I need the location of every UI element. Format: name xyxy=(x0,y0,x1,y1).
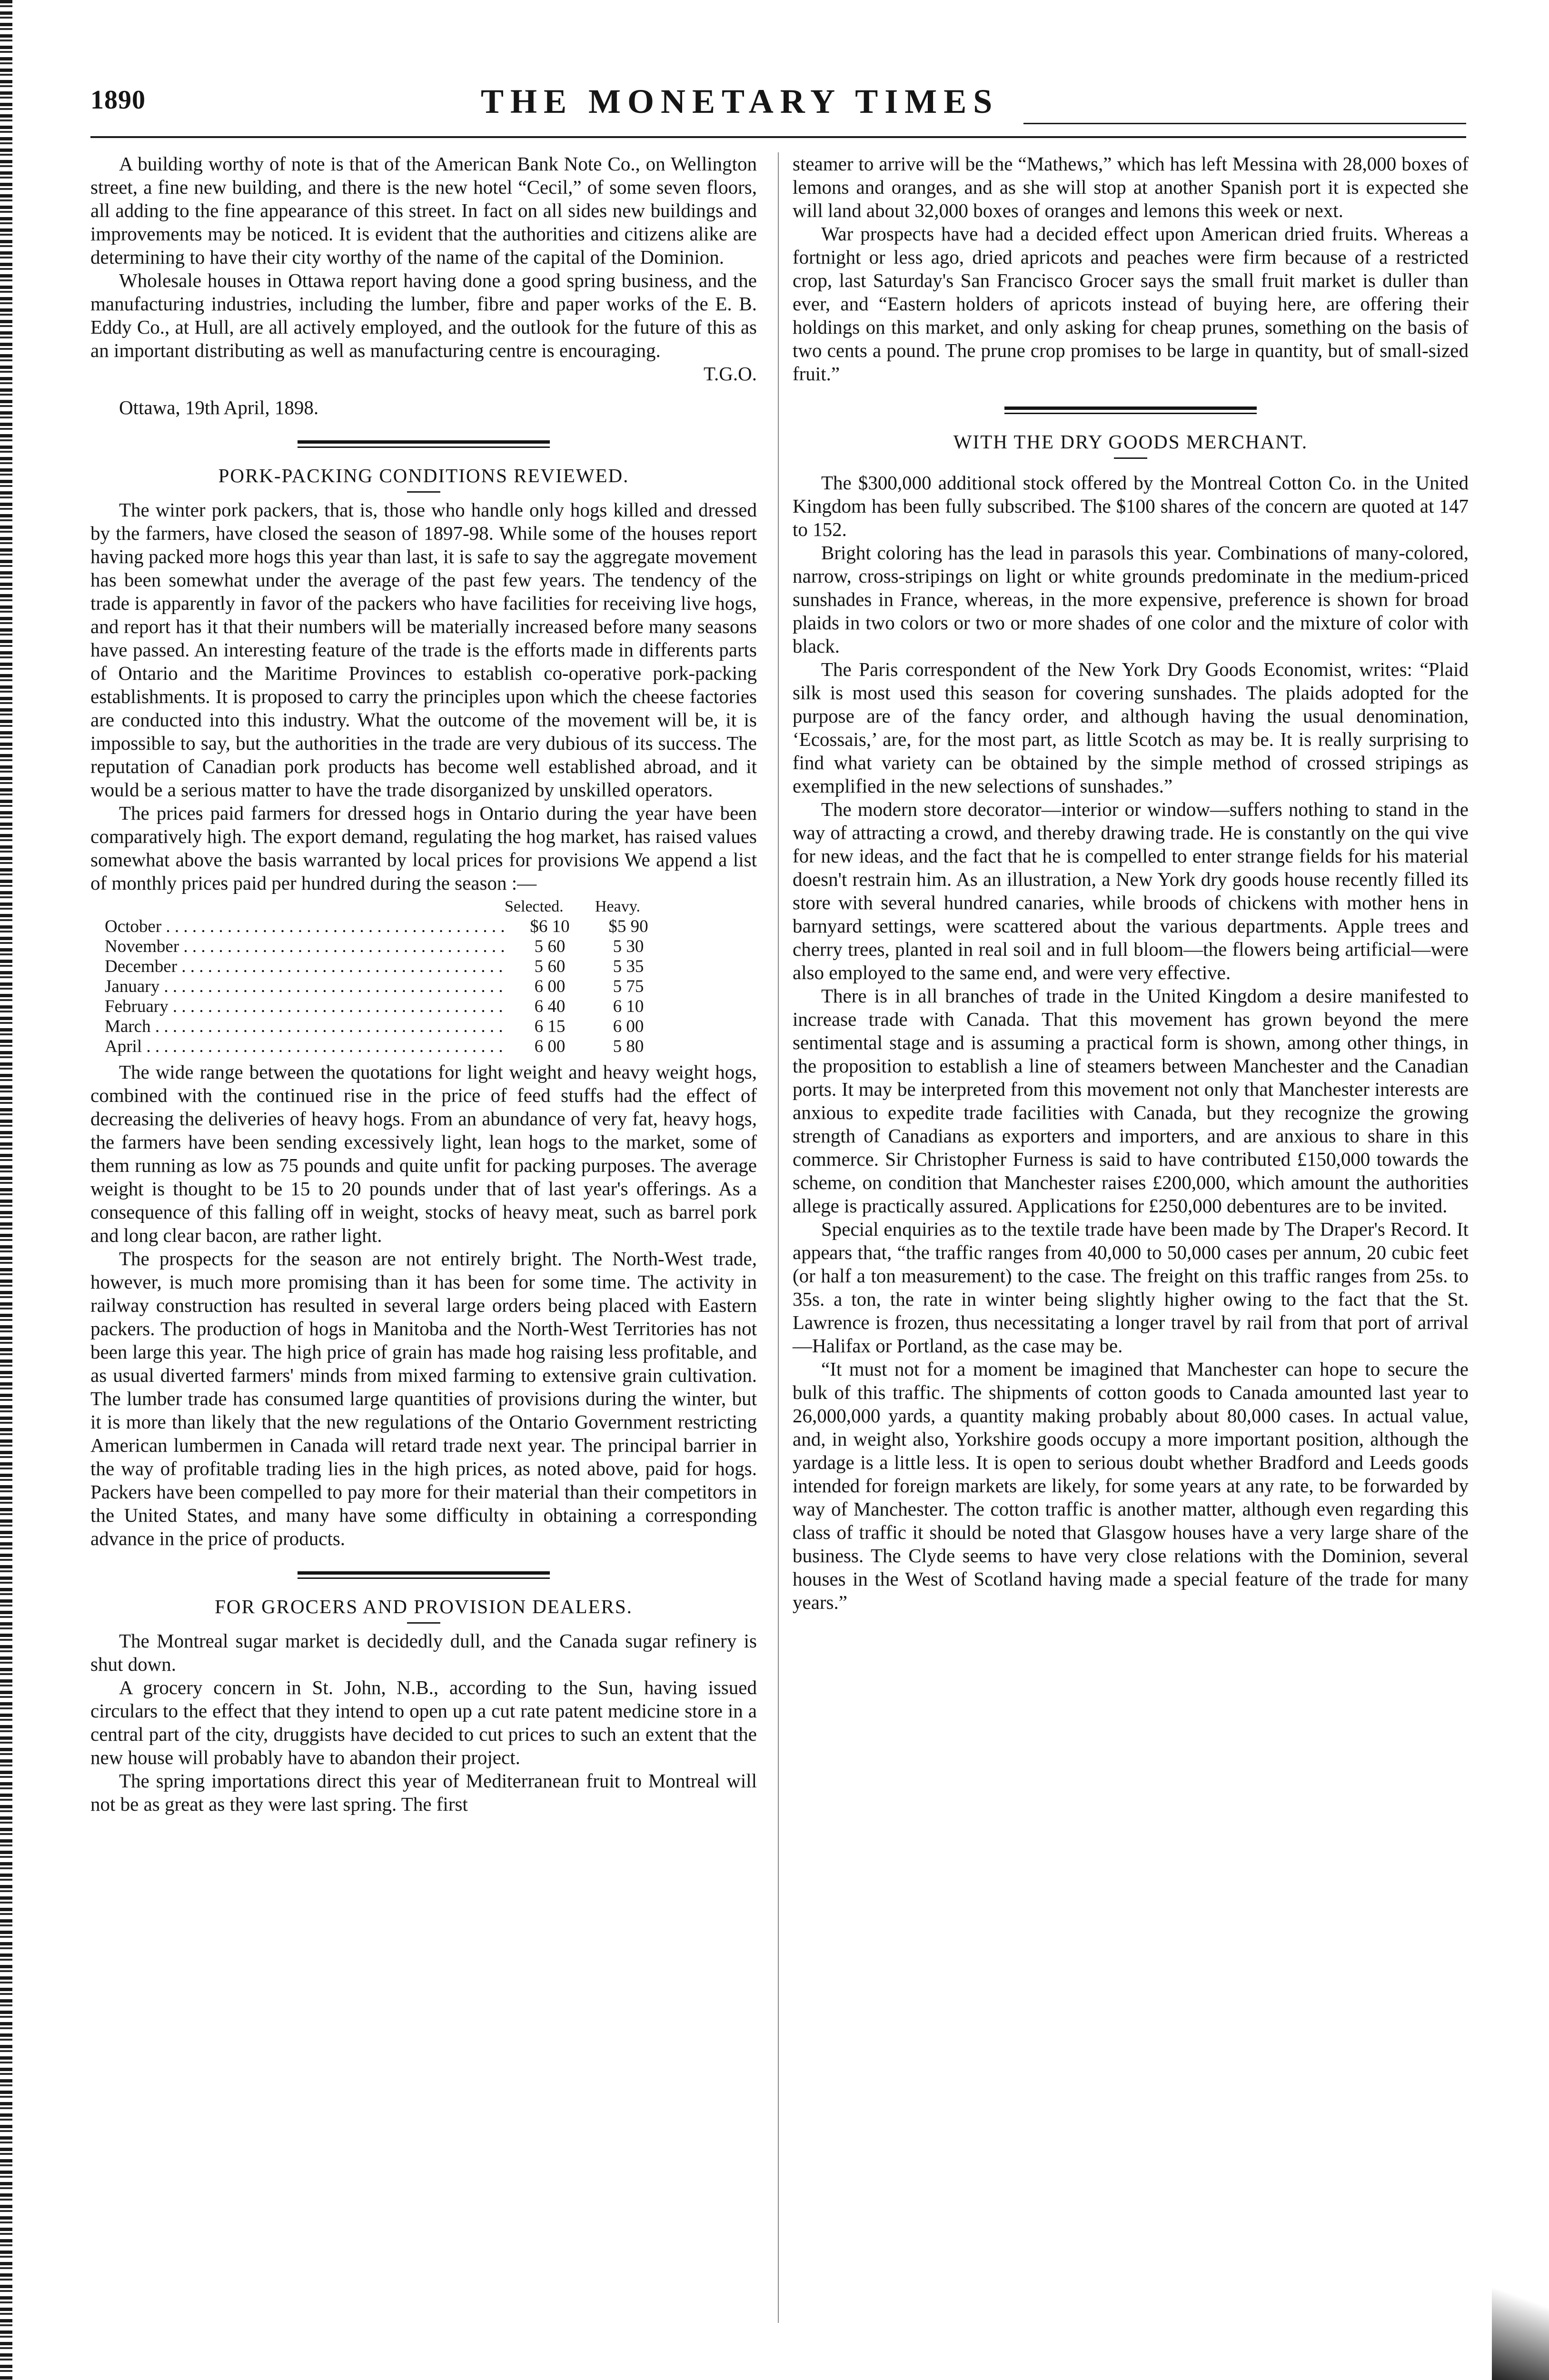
table-row xyxy=(90,1037,757,1057)
paragraph: “It must not for a moment be imagined that Manchester can hope to secure the bulk of this traffic. The shipments of cotton goods to Canada amounted last year to 26,000,000 yards, a quantity making probably about 80,000 cases. In actual value, and, in weight also, Yorkshire goods occupy a more important position, although the yardage is a little less. It is open to serious doubt whether Bradford and Leeds goods intended for foreign markets are likely, for some years at any rate, to be forwarded by way of Manchester. The cotton traffic is another matter, although even regarding this class of traffic it should be noted that Glasgow houses have a very large share of the business. The Clyde seems to have very close relations with the Dominion, several houses in the West of Scotland having made a special feature of the trade for many years.” xyxy=(793,1358,1469,1613)
section-heading-dry-goods: WITH THE DRY GOODS MERCHANT. xyxy=(953,431,1308,453)
hog-price-table xyxy=(90,897,757,1057)
header-rule-upper xyxy=(1023,123,1466,124)
paragraph: steamer to arrive will be the “Mathews,” which has left Messina with 28,000 boxes of lemons and oranges, and as she will stop at another Spanish port it is expected she will land about 32,000 boxes of oranges and lemons this week or next. xyxy=(793,153,1469,221)
heading-rule xyxy=(407,491,440,493)
heavy-price-cell: 5 35 xyxy=(613,957,644,976)
paragraph: The prospects for the season are not entirely bright. The North-West trade, however, is much more promising than it has been for some time. The activity in railway construction has resulted in several large orders being placed with Eastern packers. The production of hogs in Manitoba and the North-West Territories has not been large this year. The high price of grain has made hog raising less profitable, and as usual diverted farmers' minds from mixed farming to extensive grain cultivation. The lumber trade has consumed large quantities of provisions during the winter, but it is more than likely that the new regulations of the Ontario Government restricting American lumbermen in Canada will retard trade next year. The principal barrier in the way of profitable trading lies in the high prices, as noted above, paid for hogs. Packers have been compelled to pay more for their material than their competitors in the United States, and many have some difficulty in obtaining a corresponding advance in the price of products. xyxy=(90,1248,757,1549)
table-row xyxy=(90,1017,757,1037)
section-heading-pork: PORK-PACKING CONDITIONS REVIEWED. xyxy=(218,465,629,486)
column-divider xyxy=(778,152,779,2323)
heavy-price-cell: 6 10 xyxy=(613,997,644,1016)
selected-price-cell: 6 15 xyxy=(534,1017,566,1036)
column-header-heavy: Heavy. xyxy=(595,898,641,915)
paragraph: Wholesale houses in Ottawa report having done a good spring business, and the manufacturing industries, including the lumber, fibre and paper works of the E. B. Eddy Co., at Hull, are all actively employed, and the outlook for the future of this as an important distributing as well as manufacturing centre is encouraging. xyxy=(90,269,757,361)
heavy-price-cell: $5 90 xyxy=(608,917,648,936)
paragraph: Bright coloring has the lead in parasols this year. Combinations of many-colored, narrow, cross-stripings on light or white grounds predominate in the medium-priced sunshades in France, whereas, in the more expensive, preference is shown for broad plaids in two colors or two or more shades of one color and the mixture of color with black. xyxy=(793,542,1469,657)
heavy-price-cell: 6 00 xyxy=(613,1017,644,1036)
page-fold-shadow xyxy=(1492,2227,1549,2380)
month-cell: December . . . xyxy=(90,957,505,977)
paragraph: The Paris correspondent of the New York Dry Goods Economist, writes: “Plaid silk is most used this season for covering sunshades. The plaids adopted for the purpose are of the fancy order, and although having the usual denomination, ‘Ecossais,’ are, for the most part, as little Scotch as may be. It is really surprising to find what variety can be obtained by the simple method of crossed stripings as exemplified in the new selections of sunshades.” xyxy=(793,658,1469,797)
selected-price-cell: 5 60 xyxy=(534,957,566,976)
table-row xyxy=(90,917,757,937)
masthead-title: THE MONETARY TIMES xyxy=(481,82,999,120)
month-cell: October . . . xyxy=(90,917,505,937)
section-rule xyxy=(1004,407,1257,414)
page-header xyxy=(90,82,1057,128)
table-row xyxy=(90,937,757,957)
paragraph: The modern store decorator—interior or window—suffers nothing to stand in the way of attracting a crowd, and thereby drawing trade. He is constantly on the qui vive for new ideas, and the fact that he is compelled to enter strange fields for his material doesn't restrain him. As an illustration, a New York dry goods house recently filled its store with several hundred canaries, while broods of chickens with mother hens in barnyard settings, were scattered about the various departments. Apple trees and cherry trees, planted in real soil and in full bloom—the flowers being artificial—were also employed to the same end, and were very effective. xyxy=(793,798,1469,983)
section-rule xyxy=(298,1571,550,1579)
heading-rule xyxy=(407,1622,440,1624)
selected-price-cell: 6 00 xyxy=(534,977,566,996)
heavy-price-cell: 5 80 xyxy=(613,1037,644,1056)
heavy-price-cell: 5 30 xyxy=(613,937,644,956)
right-column xyxy=(793,152,1469,1614)
month-cell: March . . . xyxy=(90,1017,505,1037)
month-cell: April . . . xyxy=(90,1037,505,1057)
selected-price-cell: 6 40 xyxy=(534,997,566,1016)
paragraph: There is in all branches of trade in the United Kingdom a desire manifested to increase trade with Canada. That this movement has grown beyond the mere sentimental stage and is assuming a practical form is shown, among other things, in the proposition to establish a line of steamers between Manchester and the Canadian ports. It may be interpreted from this movement not only that Manchester interests are anxious to expedite trade facilities with Canada, but they recognize the growing strength of Canadians as exporters and importers, and are anxious to share in this commerce. Sir Christopher Furness is said to have contributed £150,000 towards the scheme, on condition that Manchester raises £200,000, which amount the authorities allege is practically assured. Applications for £250,000 debentures are to be invited. xyxy=(793,985,1469,1217)
paragraph: The winter pork packers, that is, those who handle only hogs killed and dressed by the farmers, have closed the season of 1897-98. While some of the houses report having packed more hogs this year than last, it is safe to say the aggregate movement has been somewhat under the average of the past few years. The tendency of the trade is apparently in favor of the packers who have facilities for receiving live hogs, and report has it that their numbers will be materially increased before many seasons have passed. An interesting feature of the trade is the efforts made in differents parts of Ontario and the Maritime Provinces to establish co-operative pork-packing establishments. It is proposed to carry the principles upon which the cheese factories are conducted into this industry. What the outcome of the movement will be, it is impossible to say, but the authorities in the trade are very dubious of its success. The reputation of Canadian pork products has become well established abroad, and it would be a serious matter to have the trade disorganized by unskilled operators. xyxy=(90,499,757,801)
paragraph: The prices paid farmers for dressed hogs in Ontario during the year have been comparatively high. The export demand, regulating the hog market, has raised values somewhat above the basis warranted by local prices for provisions We append a list of monthly prices paid per hundred during the season :— xyxy=(90,802,757,894)
paragraph: The Montreal sugar market is decidedly dull, and the Canada sugar refinery is shut down. xyxy=(90,1630,757,1675)
signature: T.G.O. xyxy=(704,363,757,385)
month-cell: November . . . xyxy=(90,937,505,957)
selected-price-cell: 6 00 xyxy=(534,1037,566,1056)
left-column xyxy=(90,152,757,1816)
paragraph: Special enquiries as to the textile trade have been made by The Draper's Record. It appears that, “the traffic ranges from 40,000 to 50,000 cases per annum, 20 cubic feet (or half a ton measurement) to the case. The freight on this traffic ranges from 25s. to 35s. a ton, the rate in winter being slightly higher owing to the fact that the St. Lawrence is frozen, thus necessitating a longer travel by rail from that port of arrival—Halifax or Portland, as the case may be. xyxy=(793,1218,1469,1357)
paragraph: A grocery concern in St. John, N.B., according to the Sun, having issued circulars to the effect that they intend to open up a cut rate patent medicine store in a central part of the city, druggists have decided to cut prices to such an extent that the new house will probably have to abandon their project. xyxy=(90,1676,757,1768)
heavy-price-cell: 5 75 xyxy=(613,977,644,996)
table-header xyxy=(90,897,757,917)
dateline: Ottawa, 19th April, 1898. xyxy=(119,397,319,418)
month-cell: January . . . xyxy=(90,977,505,997)
header-rule xyxy=(90,136,1466,138)
selected-price-cell: 5 60 xyxy=(534,937,566,956)
selected-price-cell: $6 10 xyxy=(530,917,570,936)
month-cell: February . . . xyxy=(90,997,505,1017)
paragraph: The $300,000 additional stock offered by the Montreal Cotton Co. in the United Kingdom has been fully subscribed. The $100 shares of the concern are quoted at 147 to 152. xyxy=(793,472,1469,540)
column-header-selected: Selected. xyxy=(505,898,564,915)
paragraph: The spring importations direct this year of Mediterranean fruit to Montreal will not be as great as they were last spring. The first xyxy=(90,1770,757,1815)
section-rule xyxy=(298,440,550,448)
paragraph: The wide range between the quotations for light weight and heavy weight hogs, combined with the continued rise in the price of feed stuffs had the effect of decreasing the deliveries of heavy hogs. From an abundance of very fat, heavy hogs, the farmers have been sending excessively light, lean hogs to the market, some of them running as low as 75 pounds and quite unfit for packing purposes. The average weight is thought to be 15 to 20 pounds under that of last year's offerings. As a consequence of this falling off in weight, stocks of heavy meat, such as barrel pork and long clear bacon, are rather light. xyxy=(90,1061,757,1246)
heading-rule xyxy=(1114,457,1147,459)
page-number: 1890 xyxy=(90,85,146,115)
table-row xyxy=(90,997,757,1017)
section-heading-grocers: FOR GROCERS AND PROVISION DEALERS. xyxy=(215,1596,633,1617)
binding-edge xyxy=(0,0,12,2380)
table-row xyxy=(90,977,757,997)
paragraph: War prospects have had a decided effect upon American dried fruits. Whereas a fortnight or less ago, dried apricots and peaches were firm because of a restricted crop, last Saturday's San Francisco Grocer says the small fruit market is duller than ever, and “Eastern holders of apricots instead of buying here, are offering their holdings on this market, and only asking for cheap prunes, something on the basis of two cents a pound. The prune crop promises to be large in quantity, but of small-sized fruit.” xyxy=(793,223,1469,385)
paragraph: A building worthy of note is that of the American Bank Note Co., on Wellington street, a fine new building, and there is the new hotel “Cecil,” of some seven floors, all adding to the fine appearance of this street. In fact on all sides new buildings and improvements may be noticed. It is evident that the authorities and citizens alike are determining to have their city worthy of the name of the capital of the Dominion. xyxy=(90,153,757,268)
table-row xyxy=(90,957,757,977)
